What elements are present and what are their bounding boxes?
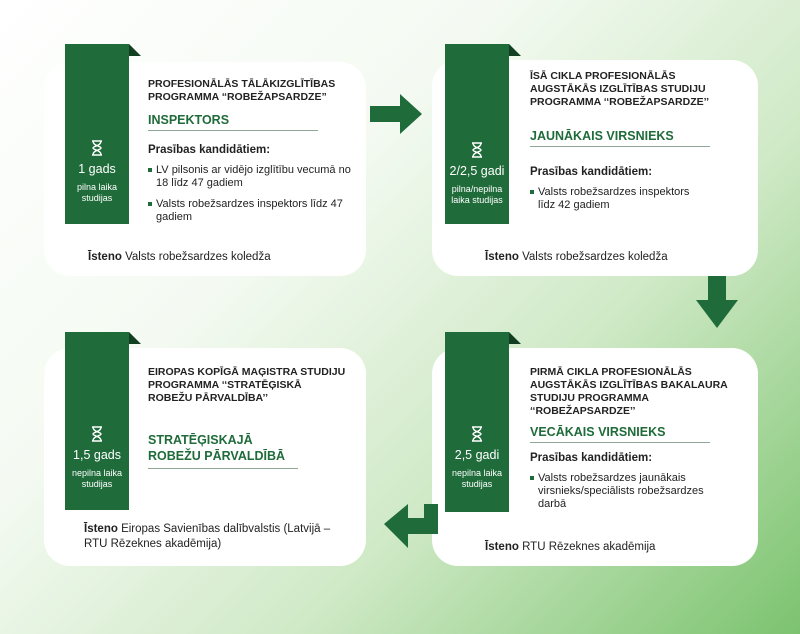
program-title: ĪSĀ CIKLA PROFESIONĀLĀS AUGSTĀKĀS IZGLĪTĪBAS STUDIJU PROGRAMMA ‘‘ROBEŽAPSARDZE’’ [530, 70, 710, 108]
requirement-item: Valsts robežsardzes inspektors līdz 42 gadiem [530, 186, 700, 212]
study-mode-label: pilna/nepilna laika studijas [451, 184, 503, 205]
requirements-title: Prasības kandidātiem: [530, 452, 653, 464]
role-title: STRATĒĢISKAJĀ ROBEŽU PĀRVALDĪBĀ [148, 433, 286, 463]
requirements-title: Prasības kandidātiem: [530, 166, 653, 178]
requirement-item: LV pilsonis ar vidējo izglītību vecumā no 18 līdz 47 gadiem [148, 164, 353, 190]
implementer: Īsteno Valsts robežsardzes koledža [485, 251, 668, 263]
duration-tab-strategiska-robezu-parvaldiba [65, 332, 129, 510]
requirements-title: Prasības kandidātiem: [148, 144, 271, 156]
duration-label: 2/2,5 gadi [449, 164, 505, 178]
implementer: Īsteno RTU Rēzeknes akadēmija [485, 541, 656, 553]
duration-label: 1,5 gads [73, 448, 121, 462]
hourglass-icon [471, 426, 483, 442]
study-mode-label: nepilna laika studijas [71, 468, 123, 489]
duration-tab-jaunakais-virsnieks [445, 44, 509, 224]
arrow-down-icon [694, 276, 740, 332]
arrow-right-icon [366, 92, 426, 136]
divider [148, 130, 318, 131]
bullet-icon [148, 202, 152, 206]
divider [530, 442, 710, 443]
study-mode-label: nepilna laika studijas [451, 468, 503, 489]
implementer: Īsteno Valsts robežsardzes koledža [88, 251, 271, 263]
hourglass-icon [471, 142, 483, 158]
requirement-item: Valsts robežsardzes inspektors līdz 47 gadiem [148, 198, 353, 224]
role-title: INSPEKTORS [148, 113, 230, 127]
arrow-left-icon [382, 500, 440, 554]
bullet-icon [530, 190, 534, 194]
program-title: PIRMĀ CIKLA PROFESIONĀLĀS AUGSTĀKĀS IZGLĪTĪBAS BAKALAURA STUDIJU PROGRAMMA ‘‘ROBEŽAPSARDZE’’ [530, 366, 728, 417]
bullet-icon [530, 476, 534, 480]
requirement-item: Valsts robežsardzes jaunākais virsnieks/speciālists robežsardzes darbā [530, 472, 730, 511]
duration-tab-vecakais-virsnieks [445, 332, 509, 512]
hourglass-icon [91, 140, 103, 156]
duration-tab-inspektors [65, 44, 129, 224]
duration-label: 2,5 gadi [454, 448, 500, 462]
study-mode-label: pilna laika studijas [76, 182, 118, 203]
implementer: Īsteno Eiropas Savienības dalībvalstis (Latvijā – RTU Rēzeknes akadēmija) [84, 523, 331, 550]
duration-label: 1 gads [78, 162, 116, 176]
role-title: VECĀKAIS VIRSNIEKS [530, 425, 666, 439]
divider [530, 146, 710, 147]
program-title: PROFESIONĀLĀS TĀLĀKIZGLĪTĪBAS PROGRAMMA “ROBEŽAPSARDZE” [148, 78, 336, 103]
program-title: EIROPAS KOPĪGĀ MAĢISTRA STUDIJU PROGRAMMA ‘‘STRATĒĢISKĀ ROBEŽU PĀRVALDĪBA’’ [148, 366, 346, 404]
role-title: JAUNĀKAIS VIRSNIEKS [530, 129, 674, 143]
bullet-icon [148, 168, 152, 172]
hourglass-icon [91, 426, 103, 442]
divider [148, 468, 298, 469]
